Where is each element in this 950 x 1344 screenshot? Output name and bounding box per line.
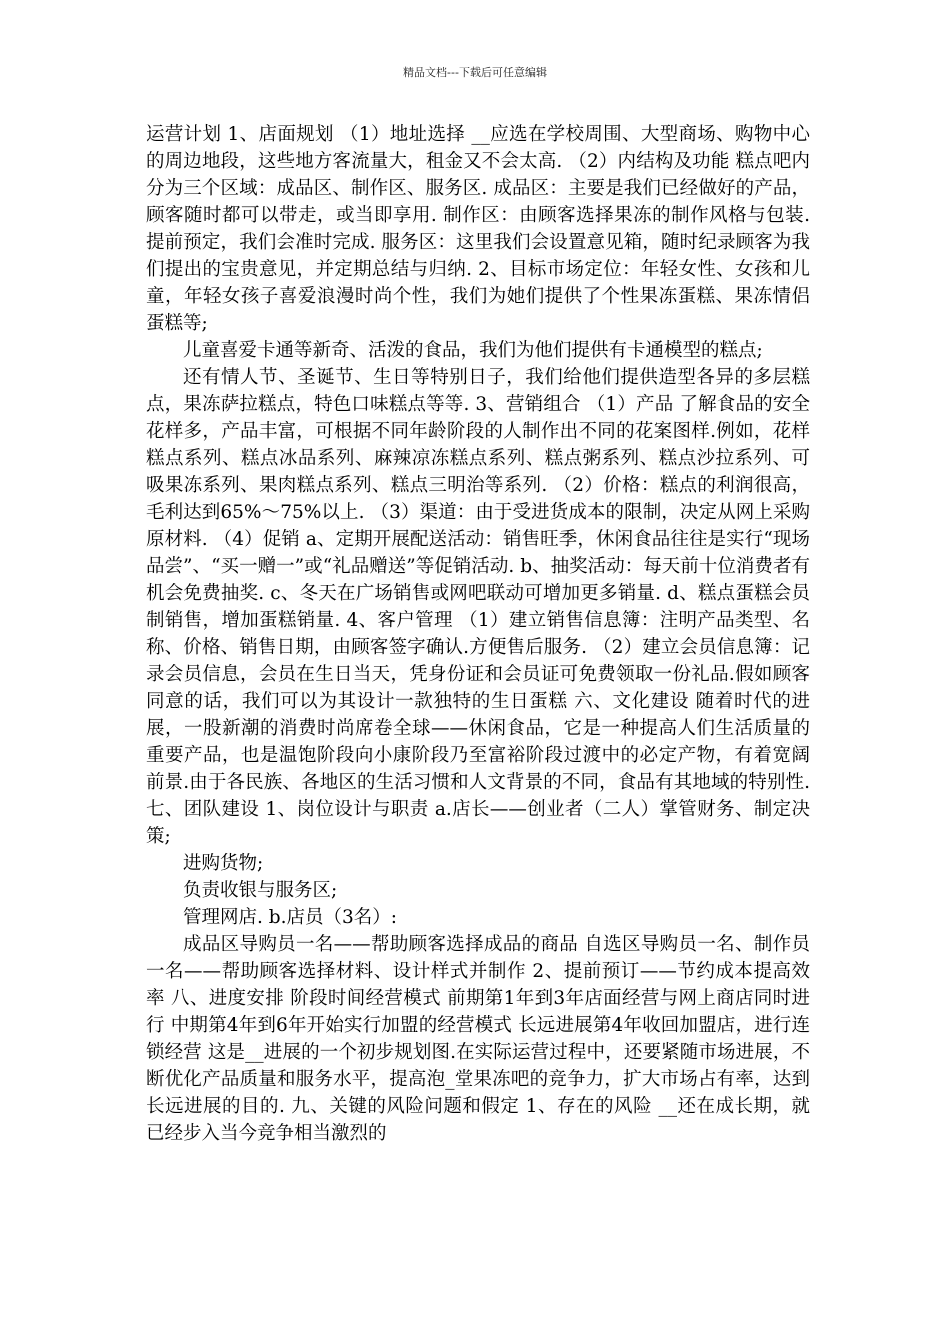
paragraph: 进购货物; <box>183 853 264 874</box>
paragraph: 成品区导购员一名——帮助顾客选择成品的商品 自选区导购员一名、制作员一名——帮助顾客选择材料、设计样式并制作 2、提前预订——节约成本提高效率 八、进度安排 阶段时间经营模式 前期第1年到3年店面经营与网上商店同时进行 中期第4年到6年开始实行加盟的经营模式 长远进展第4年收回加盟店，进行连锁经营 这是__进展的一个初步规划图.在实际运营过程中，还要紧随市场进展，不断优化产品质量和服务水平，提高泡_堂果冻吧的竞争力，扩大市场占有率，达到长远进展的目的. 九、关键的风险问题和假定 1、存在的风险 __还在成长期，就已经步入当今竞争相当激烈的 <box>146 934 810 1144</box>
paragraph: 负责收银与服务区; <box>183 880 338 901</box>
paragraph: 还有情人节、圣诞节、生日等特别日子，我们给他们提供造型各异的多层糕点，果冻萨拉糕点，特色口味糕点等等. 3、营销组合 （1）产品 了解食品的安全花样多，产品丰富，可根据不同年龄阶段的人制作出不同的花案图样.例如，花样糕点系列、糕点冰品系列、麻辣凉冻糕点系列、糕点粥系列、糕点沙拉系列、可吸果冻系列、果肉糕点系列、糕点三明治等系列. （2）价格：糕点的利润很高，毛利达到65%～75%以上. （3）渠道：由于受进货成本的限制，决定从网上采购原材料. （4）促销 a、定期开展配送活动：销售旺季，休闲食品往往是实行“现场品尝”、“买一赠一”或“礼品赠送”等促销活动. b、抽奖活动：每天前十位消费者有机会免费抽奖. c、冬天在广场销售或网吧联动可增加更多销量. d、糕点蛋糕会员制销售，增加蛋糕销量. 4、客户管理 （1）建立销售信息簿：注明产品类型、名称、价格、销售日期，由顾客签字确认.方便售后服务. （2）建立会员信息簿：记录会员信息，会员在生日当天，凭身份证和会员证可免费领取一份礼品.假如顾客同意的话，我们可以为其设计一款独特的生日蛋糕 六、文化建设 随着时代的进展，一股新潮的消费时尚席卷全球——休闲食品，它是一种提高人们生活质量的重要产品，也是温饱阶段向小康阶段乃至富裕阶段过渡中的必定产物，有着宽阔前景.由于各民族、各地区的生活习惯和人文背景的不同，食品有其地域的特别性. 七、团队建设 1、岗位设计与职责 a.店长——创业者（二人）掌管财务、制定决策; <box>146 367 810 847</box>
paragraph: 管理网店. b.店员（3名）: <box>183 907 397 928</box>
page-header: 精品文档---下载后可任意编辑 <box>403 66 547 79</box>
paragraph: 运营计划 1、店面规划 （1）地址选择 __应选在学校周围、大型商场、购物中心的周边地段，这些地方客流量大，租金又不会太高. （2）内结构及功能 糕点吧内分为三个区域：成品区、制作区、服务区. 成品区：主要是我们已经做好的产品，顾客随时都可以带走，或当即享用. 制作区：由顾客选择果冻的制作风格与包装.提前预定，我们会准时完成. 服务区：这里我们会设置意见箱，随时纪录顾客为我们提出的宝贵意见，并定期总结与归纳. 2、目标市场定位：年轻女性、女孩和儿童，年轻女孩子喜爱浪漫时尚个性，我们为她们提供了个性果冻蛋糕、果冻情侣蛋糕等; <box>146 124 810 334</box>
document-body <box>146 121 810 1147</box>
paragraph: 儿童喜爱卡通等新奇、活泼的食品，我们为他们提供有卡通模型的糕点; <box>183 340 763 361</box>
